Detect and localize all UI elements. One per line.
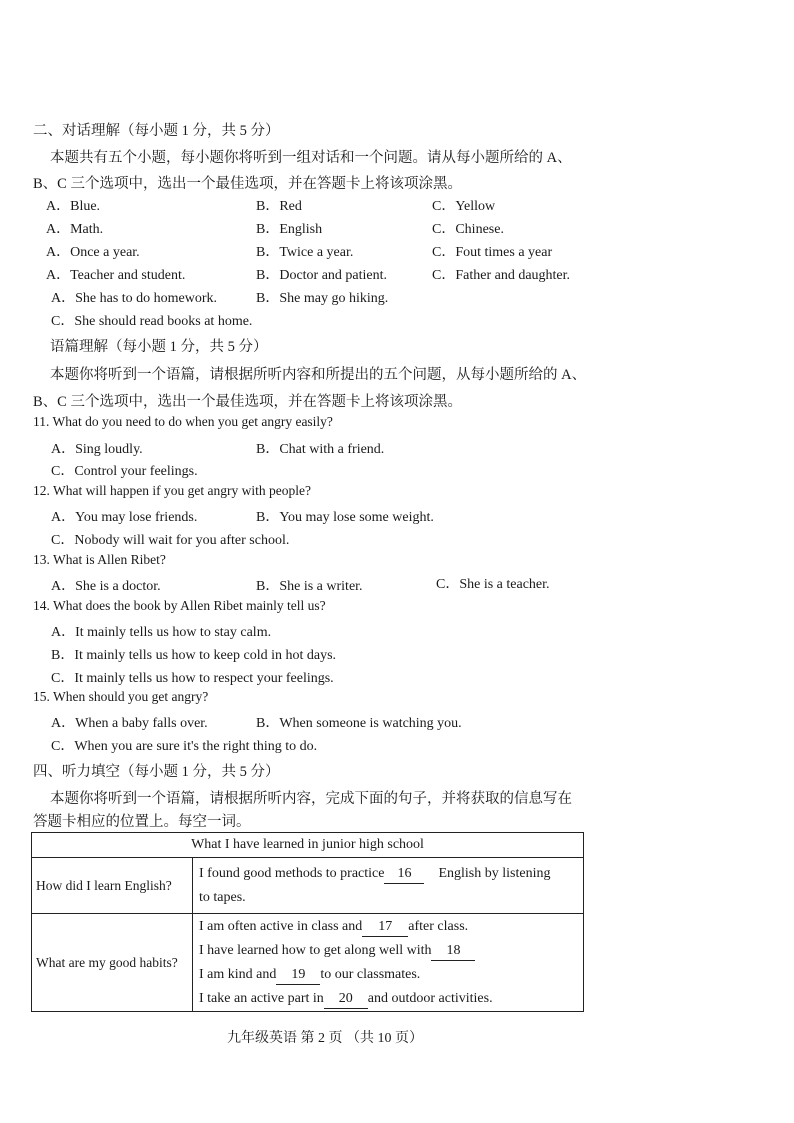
q9-option-a: A．Teacher and student. xyxy=(46,268,186,283)
section-3-heading: 语篇理解（每小题 1 分，共 5 分） xyxy=(50,339,268,355)
blank-18: 18 xyxy=(431,942,475,961)
table-line xyxy=(199,963,577,987)
table-line xyxy=(199,939,577,963)
table-line xyxy=(199,987,577,1011)
table-line xyxy=(199,862,577,886)
q12-option-b: B．You may lose some weight. xyxy=(256,510,434,525)
table-line xyxy=(199,915,577,939)
q10-option-c: C．She should read books at home. xyxy=(51,314,253,329)
row-label-good-habits: What are my good habits? xyxy=(32,914,193,1012)
sentence-text: and outdoor activities. xyxy=(367,990,493,1006)
section-4-intro-line-2: 答题卡相应的位置上。每空一词。 xyxy=(33,814,251,830)
q15-text: 15. When should you get angry? xyxy=(33,689,209,704)
q6-option-c: C．Yellow xyxy=(432,199,496,214)
sentence-text: I found good methods to practice xyxy=(199,865,385,881)
table-line xyxy=(199,886,577,910)
sentence-text: after class. xyxy=(408,918,469,934)
sentence-text: to our classmates. xyxy=(320,966,421,982)
q6-option-b: B．Red xyxy=(256,199,302,214)
q13-option-c: C．She is a teacher. xyxy=(436,577,550,592)
q15-option-a: A．When a baby falls over. xyxy=(51,716,208,731)
q10-option-b: B．She may go hiking. xyxy=(256,291,389,306)
q11-option-b: B．Chat with a friend. xyxy=(256,442,385,457)
q13-option-a: A．She is a doctor. xyxy=(51,579,161,594)
q8-option-b: B．Twice a year. xyxy=(256,245,354,260)
q9-option-c: C．Father and daughter. xyxy=(432,268,571,283)
blank-20: 20 xyxy=(324,990,368,1009)
sentence-text: to tapes. xyxy=(199,889,246,905)
section-2-intro-line-2: B、C 三个选项中，选出一个最佳选项，并在答题卡上将该项涂黑。 xyxy=(33,176,462,192)
blank-19: 19 xyxy=(276,966,320,985)
q11-option-c: C．Control your feelings. xyxy=(51,464,198,479)
q7-option-a: A．Math. xyxy=(46,222,104,237)
section-4-intro-line-1: 本题你将听到一个语篇，请根据所听内容，完成下面的句子，并将获取的信息写在 xyxy=(50,791,572,807)
q12-option-a: A．You may lose friends. xyxy=(51,510,198,525)
q8-option-c: C．Fout times a year xyxy=(432,245,553,260)
q7-option-b: B．English xyxy=(256,222,323,237)
q9-option-b: B．Doctor and patient. xyxy=(256,268,388,283)
q12-text: 12. What will happen if you get angry with people? xyxy=(33,483,311,498)
q15-option-b: B．When someone is watching you. xyxy=(256,716,462,731)
row-content-learn-english xyxy=(193,858,584,914)
q14-text: 14. What does the book by Allen Ribet mainly tell us? xyxy=(33,598,326,613)
sentence-text: I am often active in class and xyxy=(199,918,363,934)
sentence-text: I take an active part in xyxy=(199,990,324,1006)
q11-option-a: A．Sing loudly. xyxy=(51,442,143,457)
q11-text: 11. What do you need to do when you get angry easily? xyxy=(33,414,333,429)
section-2-heading: 二、对话理解（每小题 1 分，共 5 分） xyxy=(33,123,280,139)
q10-option-a: A．She has to do homework. xyxy=(51,291,218,306)
section-4-heading: 四、听力填空（每小题 1 分，共 5 分） xyxy=(33,764,280,780)
q15-option-c: C．When you are sure it's the right thing to do. xyxy=(51,739,318,754)
row-label-learn-english: How did I learn English? xyxy=(32,858,193,914)
listening-fill-table xyxy=(31,832,584,1012)
sentence-text: I am kind and xyxy=(199,966,277,982)
q13-option-b: B．She is a writer. xyxy=(256,579,363,594)
blank-17: 17 xyxy=(362,918,408,937)
q14-option-b: B．It mainly tells us how to keep cold in hot days. xyxy=(51,648,337,663)
q14-option-a: A．It mainly tells us how to stay calm. xyxy=(51,625,272,640)
sentence-text: I have learned how to get along well with xyxy=(199,942,432,958)
q14-option-c: C．It mainly tells us how to respect your feelings. xyxy=(51,671,334,686)
blank-16: 16 xyxy=(384,865,424,884)
table-title: What I have learned in junior high school xyxy=(32,833,584,858)
q12-option-c: C．Nobody will wait for you after school. xyxy=(51,533,290,548)
section-3-intro-line-1: 本题你将听到一个语篇，请根据所听内容和所提出的五个问题，从每小题所给的 A、 xyxy=(50,367,587,383)
q8-option-a: A．Once a year. xyxy=(46,245,140,260)
sentence-text: English by listening xyxy=(438,865,551,881)
section-3-intro-line-2: B、C 三个选项中，选出一个最佳选项，并在答题卡上将该项涂黑。 xyxy=(33,394,462,410)
q7-option-c: C．Chinese. xyxy=(432,222,504,237)
page-footer: 九年级英语 第 2 页 （共 10 页） xyxy=(227,1031,423,1046)
q13-text: 13. What is Allen Ribet? xyxy=(33,552,166,567)
section-2-intro-line-1: 本题共有五个小题，每小题你将听到一组对话和一个问题。请从每小题所给的 A、 xyxy=(50,150,572,166)
q6-option-a: A．Blue. xyxy=(46,199,101,214)
row-content-good-habits xyxy=(193,914,584,1012)
